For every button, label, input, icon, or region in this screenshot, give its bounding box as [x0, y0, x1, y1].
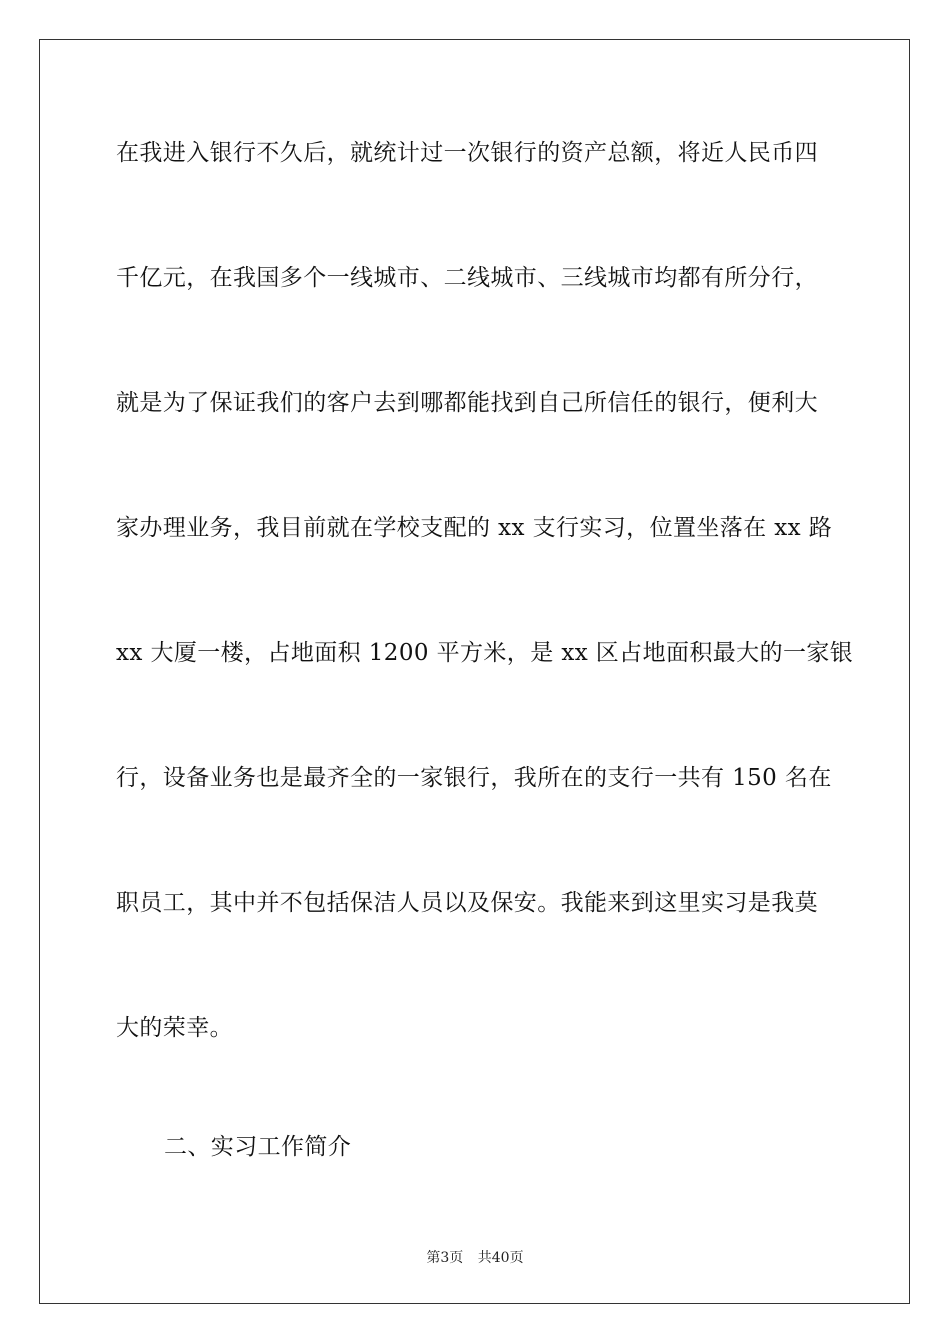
body-line: 大的荣幸。 [116, 1015, 233, 1041]
page-border [39, 39, 910, 1304]
page-footer [0, 1248, 950, 1268]
section-heading: 二、实习工作简介 [164, 1134, 352, 1160]
body-line: xx 大厦一楼，占地面积 1200 平方米，是 xx 区占地面积最大的一家银 [116, 640, 854, 666]
body-line: 家办理业务，我目前就在学校支配的 xx 支行实习，位置坐落在 xx 路 [116, 515, 833, 541]
total-pages: 共40页 [477, 1250, 524, 1266]
body-line: 就是为了保证我们的客户去到哪都能找到自己所信任的银行，便利大 [116, 390, 818, 416]
body-line: 千亿元，在我国多个一线城市、二线城市、三线城市均都有所分行， [116, 265, 818, 291]
current-page-number: 第3页 [426, 1250, 464, 1266]
body-line: 在我进入银行不久后，就统计过一次银行的资产总额，将近人民币四 [116, 140, 818, 166]
body-line: 行，设备业务也是最齐全的一家银行，我所在的支行一共有 150 名在 [116, 765, 832, 791]
body-line: 职员工，其中并不包括保洁人员以及保安。我能来到这里实习是我莫 [116, 890, 818, 916]
